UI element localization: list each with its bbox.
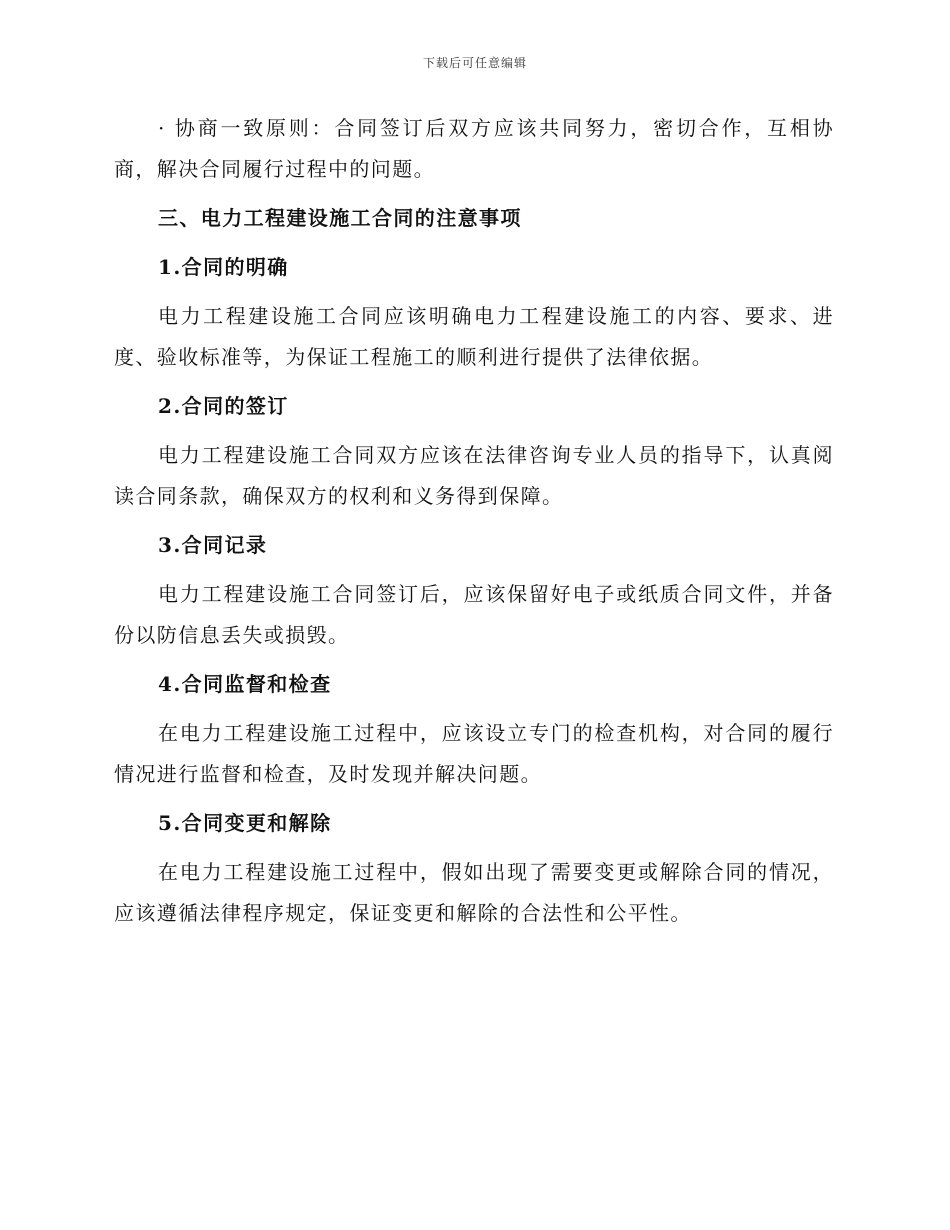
item-heading-5: 5.合同变更和解除 — [158, 811, 332, 835]
item-paragraph-1: 电力工程建设施工合同应该明确电力工程建设施工的内容、要求、进度、验收标准等，为保证工程施工的顺利进行提供了法律依据。 — [114, 304, 834, 369]
section-title: 三、电力工程建设施工合同的注意事项 — [158, 206, 522, 230]
document-body — [114, 108, 834, 942]
page-header: 下载后可任意编辑 — [422, 56, 527, 70]
item-paragraph-5: 在电力工程建设施工过程中，假如出现了需要变更或解除合同的情况，应该遵循法律程序规定，保证变更和解除的合法性和公平性。 — [114, 860, 834, 925]
intro-paragraph: · 协商一致原则：合同签订后双方应该共同努力，密切合作，互相协商，解决合同履行过程中的问题。 — [114, 116, 834, 181]
item-paragraph-3: 电力工程建设施工合同签订后，应该保留好电子或纸质合同文件，并备份以防信息丢失或损毁。 — [114, 582, 834, 647]
item-heading-2: 2.合同的签订 — [158, 394, 289, 418]
item-heading-4: 4.合同监督和检查 — [158, 672, 332, 696]
item-heading-1: 1.合同的明确 — [158, 255, 289, 279]
item-paragraph-2: 电力工程建设施工合同双方应该在法律咨询专业人员的指导下，认真阅读合同条款，确保双方的权利和义务得到保障。 — [114, 443, 834, 508]
item-heading-3: 3.合同记录 — [158, 533, 268, 557]
item-paragraph-4: 在电力工程建设施工过程中，应该设立专门的检查机构，对合同的履行情况进行监督和检查，及时发现并解决问题。 — [114, 721, 834, 786]
